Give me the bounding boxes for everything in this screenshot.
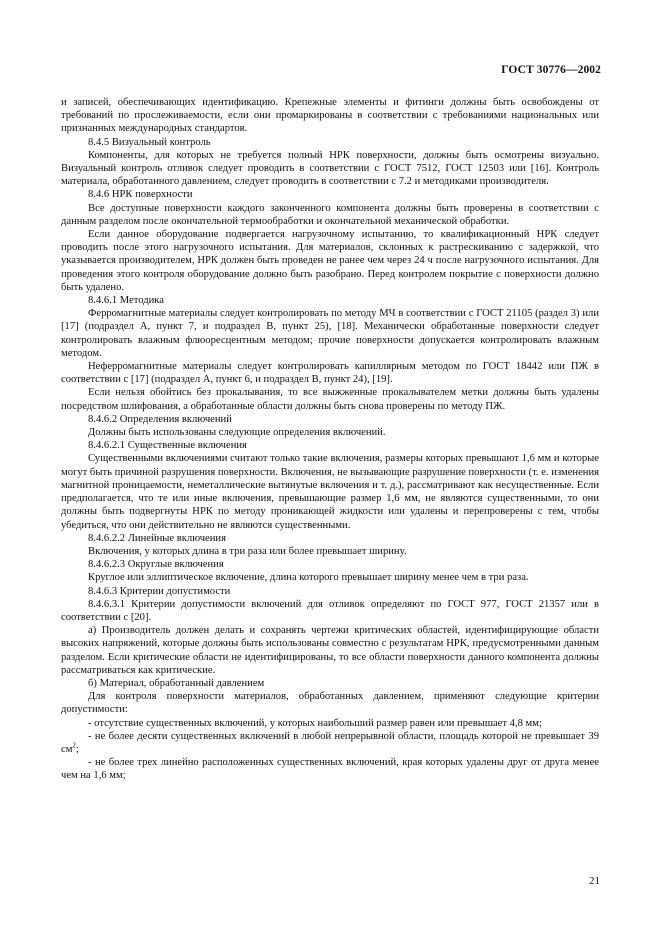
paragraph-text: Круглое или эллиптическое включение, длина которого превышает ширину менее чем в три раза. <box>88 572 529 584</box>
paragraph-text: 8.4.6.1 Методика <box>88 295 164 307</box>
paragraph-text: Ферромагнитные материалы следует контролировать по методу МЧ в соответствии с ГОСТ 21105 (раздел 3) или [17] (подраздел А, пункт 7, и подраздел В, пункт 25), [18]. Механически обработанные поверхности следует контролировать влажным флюоресцентным методом; прочие поверхности допускается контролировать влажным методом. <box>61 308 599 359</box>
paragraph-text: 8.4.6 НРК поверхности <box>88 189 193 201</box>
section-heading <box>61 413 599 426</box>
paragraph-text: 8.4.6.2.3 Округлые включения <box>88 559 224 571</box>
paragraph-text: б) Материал, обработанный давлением <box>88 677 265 689</box>
standard-header: ГОСТ 30776—2002 <box>501 64 601 76</box>
section-heading <box>61 532 599 545</box>
paragraph <box>61 202 599 228</box>
section-heading <box>61 439 599 452</box>
paragraph <box>61 426 599 439</box>
paragraph <box>61 624 599 677</box>
paragraph-text: Все доступные поверхности каждого законченного компонента должны быть проверены в соответствии с данным разделом после окончательной термообработки и окончательной механической обработки. <box>61 202 599 227</box>
paragraph <box>61 717 599 730</box>
paragraph-text: а) Производитель должен делать и сохранять чертежи критических областей, идентифицирующие области высоких напряжений, которые должны быть использованы совместно с результатам НРК, предусмотренными данным разделом. Если критические области не идентифицированы, то все области поверхности данного компонента должны рассматриваться как критические. <box>61 625 599 676</box>
document-body <box>61 96 599 783</box>
paragraph-text: 8.4.6.2 Определения включений <box>88 413 232 425</box>
section-heading <box>61 585 599 598</box>
section-heading <box>61 294 599 307</box>
paragraph <box>61 756 599 782</box>
section-heading <box>61 188 599 201</box>
paragraph <box>61 360 599 386</box>
paragraph <box>61 598 599 624</box>
paragraph <box>61 96 599 136</box>
section-heading <box>61 558 599 571</box>
paragraph-text: Для контроля поверхности материалов, обработанных давлением, применяют следующие критерии допустимости: <box>61 691 599 716</box>
paragraph-text: - не более трех линейно расположенных существенных включений, края которых удалены друг от друга менее чем на 1,6 мм; <box>61 757 599 782</box>
paragraph-text: Включения, у которых длина в три раза или более превышает ширину. <box>88 545 407 557</box>
paragraph-text: - не более десяти существенных включений в любой непрерывной области, площадь которой не превышает 39 см <box>61 730 599 755</box>
paragraph-text: 8.4.6.2.1 Существенные включения <box>88 440 247 452</box>
paragraph <box>61 545 599 558</box>
paragraph <box>61 690 599 716</box>
paragraph-text: 8.4.5 Визуальный контроль <box>88 136 211 148</box>
paragraph-tail: ; <box>75 743 79 755</box>
paragraph <box>61 571 599 584</box>
paragraph-text: - отсутствие существенных включений, у которых наибольший размер равен или превышает 4,8 мм; <box>88 717 542 729</box>
paragraph <box>61 307 599 360</box>
section-heading <box>61 136 599 149</box>
paragraph-text: 8.4.6.3.1 Критерии допустимости включений для отливок определяют по ГОСТ 977, ГОСТ 21357 или в соответствии с [20]. <box>61 598 599 623</box>
paragraph-text: и записей, обеспечивающих идентификацию. Крепежные элементы и фитинги должны быть освобождены от требований по прослеживаемости, если они промаркированы в соответствии с требованиями национальных или признанных международных стандартов. <box>61 97 599 135</box>
paragraph-text: Должны быть использованы следующие определения включений. <box>88 427 386 439</box>
paragraph-text: Если нельзя обойтись без прокалывания, то все выжженные прокалывателем метки должны быть удалены посредством шлифования, а обработанные области должны быть снова проверены по методу ПЖ. <box>61 387 599 412</box>
paragraph <box>61 730 599 756</box>
paragraph-text: Существенными включениями считают только такие включения, размеры которых превышают 1,6 мм и которые могут быть причиной разрушения поверхности. Включения, не вызывающие разрушение поверхности (т. е. изменения магнитной проницаемости, неметаллические вытянутые включения и т. д.), рассматривают как несущественные. Если предполагается, что те или иные включения, превышающие размер 1,6 мм, не являются существенными, то они должны быть подвергнуты НРК по методу проникающей жидкости или удалены и перепроверены с тем, чтобы убедиться, что они действительно не являются существенными. <box>61 453 599 531</box>
paragraph-text: 8.4.6.2.2 Линейные включения <box>88 532 226 544</box>
paragraph-text: Если данное оборудование подвергается нагрузочному испытанию, то квалификационный НРК следует проводить после этого нагрузочного испытания. Для материалов, склонных к растрескиванию с задержкой, что указывается производителем, НРК должен быть проведен не ранее чем через 24 ч после нагрузочного испытания. Для проведения этого контроля оборудование должно быть разобрано. Перед контролем покрытие с поверхности должно быть удалено. <box>61 229 599 293</box>
paragraph <box>61 228 599 294</box>
paragraph <box>61 452 599 531</box>
paragraph <box>61 386 599 412</box>
paragraph-text: 8.4.6.3 Критерии допустимости <box>88 585 231 597</box>
paragraph <box>61 149 599 189</box>
paragraph-text: Неферромагнитные материалы следует контролировать капиллярным методом по ГОСТ 18442 или ПЖ в соответствии с [17] (подраздел А, пункт 6, и подраздел В, пункт 24), [19]. <box>61 361 599 386</box>
paragraph-text: Компоненты, для которых не требуется полный НРК поверхности, должны быть осмотрены визуально. Визуальный контроль отливок следует проводить в соответствии с ГОСТ 7512, ГОСТ 12503 или [16]. Контроль материала, обработанного давлением, следует проводить в соответствии с 7.2 и методиками производителя. <box>61 149 599 188</box>
section-heading <box>61 677 599 690</box>
superscript: 2 <box>72 741 76 750</box>
page-number: 21 <box>589 875 600 887</box>
